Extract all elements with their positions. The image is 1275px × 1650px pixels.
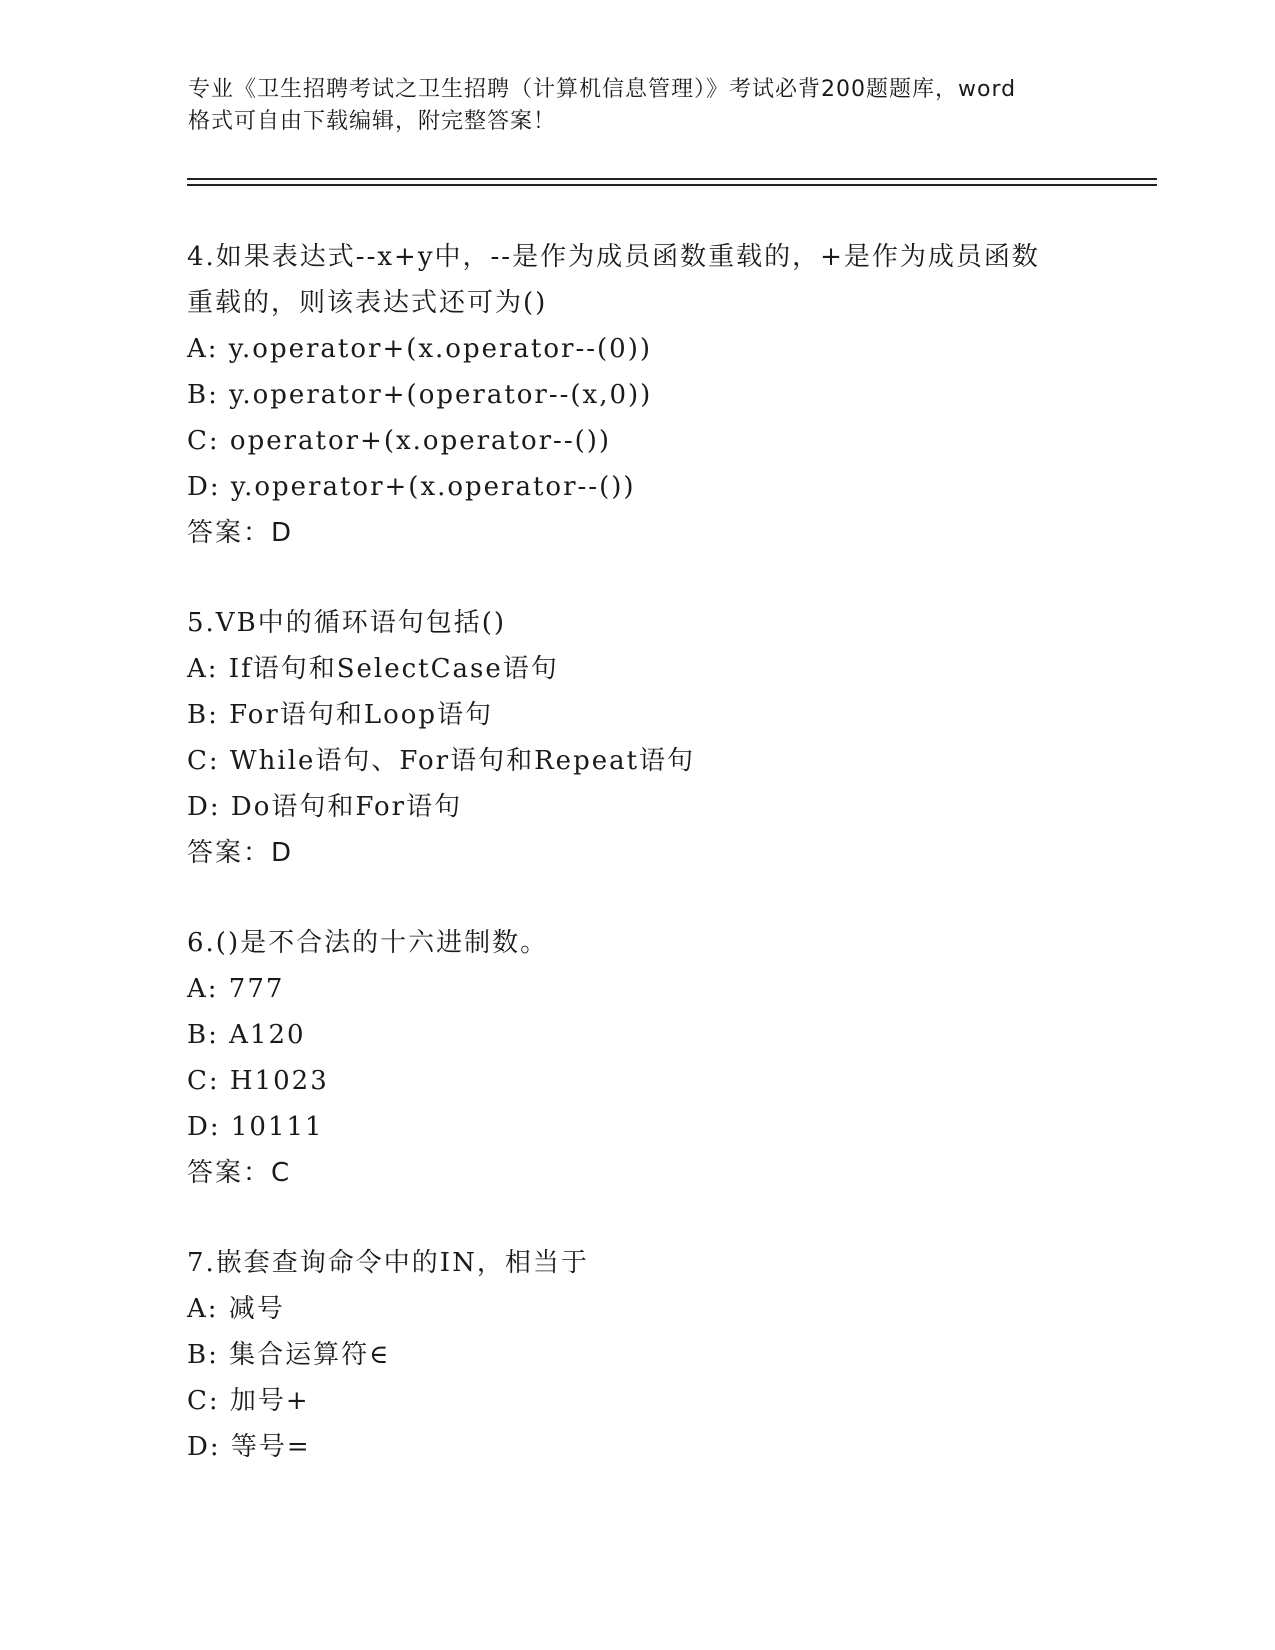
option-a: A: If语句和SelectCase语句: [187, 654, 559, 684]
option-d: D: Do语句和For语句: [187, 792, 463, 822]
question-7: [187, 1240, 1087, 1470]
question-6: [187, 920, 1087, 1196]
header-line-1: 专业《卫生招聘考试之卫生招聘（计算机信息管理）》考试必背200题题库，word: [188, 77, 1017, 102]
option-a: A: 减号: [187, 1294, 285, 1324]
option-c: C: While语句、For语句和Repeat语句: [187, 746, 696, 776]
question-4: [187, 234, 1087, 556]
answer: 答案：C: [187, 1158, 292, 1188]
option-d: D: 等号=: [187, 1432, 311, 1462]
option-a: A: y.operator+(x.operator--(0)): [187, 334, 652, 364]
header-line-2: 格式可自由下载编辑，附完整答案！: [188, 109, 557, 134]
question-title-line: 重载的，则该表达式还可为(): [187, 288, 548, 318]
option-d: D: 10111: [187, 1112, 324, 1142]
option-b: B: 集合运算符∈: [187, 1340, 391, 1370]
option-d: D: y.operator+(x.operator--()): [187, 472, 636, 502]
question-title-line: 5.VB中的循环语句包括(): [187, 608, 506, 638]
option-c: C: 加号+: [187, 1386, 310, 1416]
question-title-line: 4.如果表达式--x+y中，--是作为成员函数重载的，+是作为成员函数: [187, 242, 1040, 272]
question-title-line: 7.嵌套查询命令中的IN，相当于: [187, 1248, 589, 1278]
header-divider-bottom: [187, 184, 1157, 186]
answer: 答案：D: [187, 518, 294, 548]
header-divider-top: [187, 178, 1157, 180]
option-b: B: A120: [187, 1020, 306, 1050]
option-c: C: operator+(x.operator--()): [187, 426, 612, 456]
option-b: B: y.operator+(operator--(x,0)): [187, 380, 653, 410]
question-5: [187, 600, 1087, 876]
option-c: C: H1023: [187, 1066, 329, 1096]
option-a: A: 777: [187, 974, 285, 1004]
option-b: B: For语句和Loop语句: [187, 700, 494, 730]
document-header: [188, 74, 1088, 138]
question-title-line: 6.()是不合法的十六进制数。: [187, 928, 549, 958]
answer: 答案：D: [187, 838, 294, 868]
